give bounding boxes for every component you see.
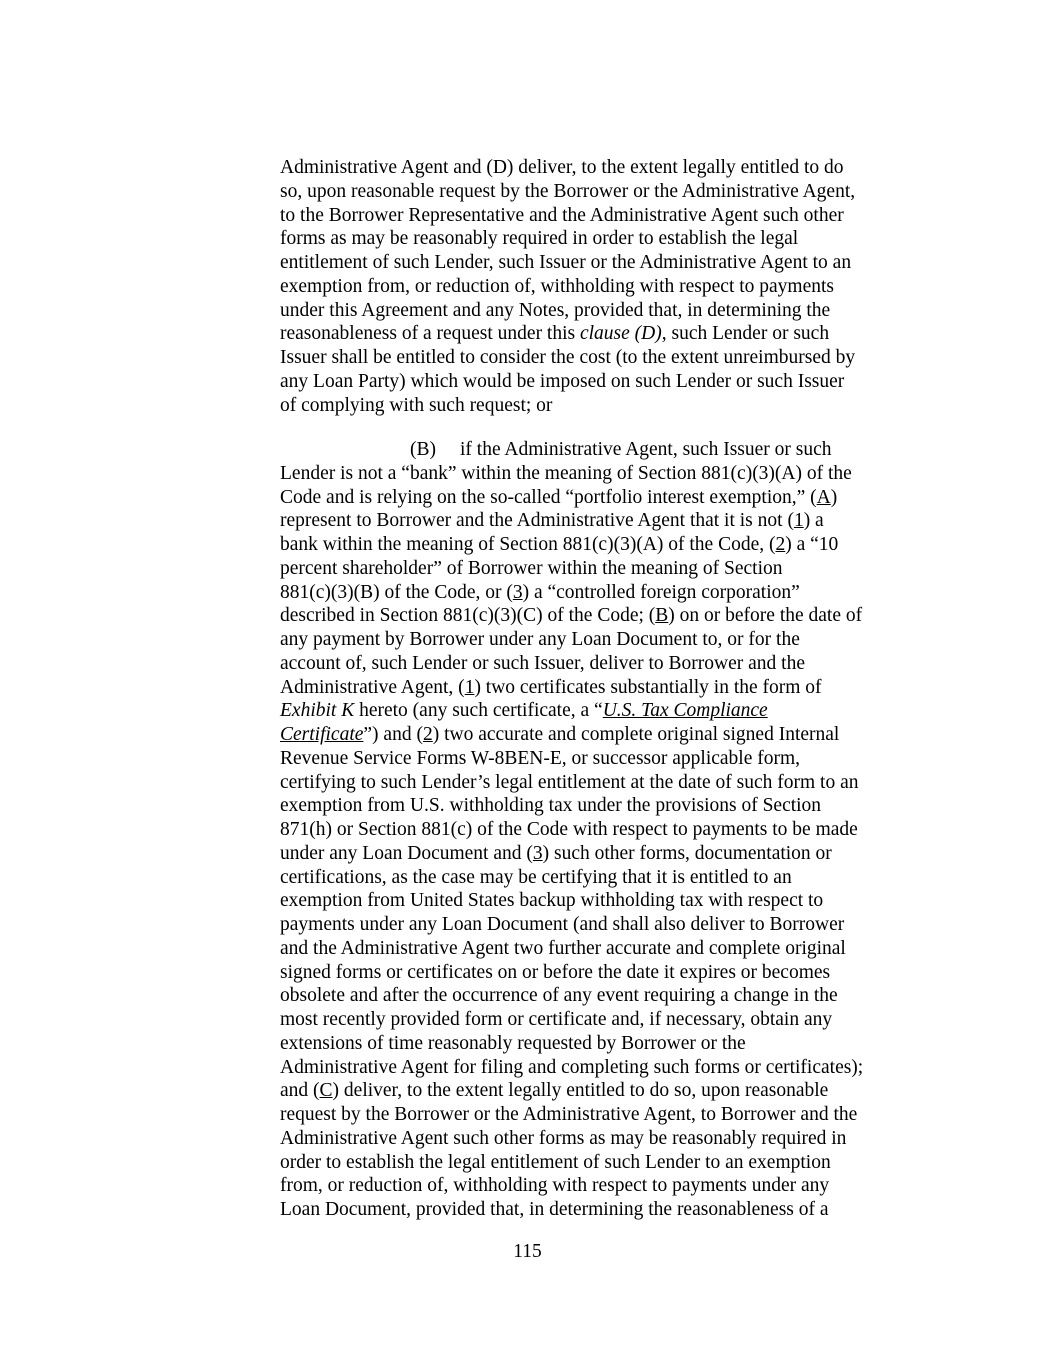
exhibit-k-reference: Exhibit K xyxy=(280,700,355,722)
defined-term-tax-compliance-certificate: U.S. Tax Compliance Certificate xyxy=(280,700,768,745)
text-segment: ”) and ( xyxy=(363,724,423,745)
item-marker-3: 3 xyxy=(532,842,543,864)
text-segment: if the Administrative Agent, such Issuer or such Lender is not a “bank” within the meaning of Section 881(c)(3)(A) of the Code and is relying on the so-called “portfolio interest exemption,” ( xyxy=(280,439,852,508)
text-segment: ) two accurate and complete original signed Internal Revenue Service Forms W-8BEN-E, or successor applicable form, certifying to such Lender’s legal entitlement at the date of such form to an exemption from U.S. withholding tax under the provisions of Section 871(h) or Section 881(c) of the Code with respect to payments to be made under any Loan Document and ( xyxy=(280,724,859,864)
paragraph-d-continuation xyxy=(280,156,905,417)
page-number: 115 xyxy=(513,1241,542,1262)
text-segment: ) a bank within the meaning of Section 881(c)(3)(A) of the Code, ( xyxy=(280,510,824,555)
text-segment: , such Lender or such Issuer shall be entitled to consider the cost (to the extent unreimbursed by any Loan Party) which would be imposed on such Lender or such Issuer of complying with such request; or xyxy=(280,323,856,416)
text-segment: ) a “controlled foreign corporation” described in Section 881(c)(3)(C) of the Code; ( xyxy=(280,581,800,627)
item-marker-2: 2 xyxy=(422,724,433,745)
text-segment: Administrative Agent and (D) deliver, to the extent legally entitled to do so, upon reasonable request by the Borrower or the Administrative Agent, to the Borrower Representative and the Administrative Agent such other forms as may be reasonably required in order to establish the legal entitlement of such Lender, such Issuer or the Administrative Agent to an exemption from, or reduction of, withholding with respect to payments under this Agreement and any Notes, provided that, in determining the reasonableness of a request under this xyxy=(280,157,856,345)
text-segment: hereto (any such certificate, a “ xyxy=(354,700,603,722)
item-marker-a: A xyxy=(816,486,831,508)
text-segment: ) two certificates substantially in the form of xyxy=(474,676,822,698)
paragraph-b xyxy=(280,438,905,1222)
clause-label-b: (B) xyxy=(410,439,436,460)
text-segment: ) deliver, to the extent legally entitled to do so, upon reasonable request by the Borrower or the Administrative Agent, to Borrower and the Administrative Agent such other forms as may be reasonably required in order to establish the legal entitlement of such Lender to an exemption from, or reduction of, withholding with respect to payments under any Loan Document, provided that, in determining the reasonableness of a xyxy=(280,1080,858,1220)
text-segment: ) represent to Borrower and the Administrative Agent that it is not ( xyxy=(280,486,838,532)
clause-d-reference: clause (D) xyxy=(579,323,662,345)
text-segment: ) a “10 percent shareholder” of Borrower within the meaning of Section 881(c)(3)(B) of the Code, or ( xyxy=(280,534,839,603)
item-marker-b: B xyxy=(655,605,669,627)
item-marker-1: 1 xyxy=(793,510,804,532)
item-marker-3: 3 xyxy=(512,581,523,603)
item-marker-c: C xyxy=(319,1080,333,1102)
item-marker-2: 2 xyxy=(775,534,786,555)
item-marker-1: 1 xyxy=(464,676,475,698)
text-segment: ) such other forms, documentation or certifications, as the case may be certifying that it is entitled to an exemption from United States backup withholding tax with respect to payments under any Loan Document (and shall also deliver to Borrower and the Administrative Agent two further accurate and complete original signed forms or certificates on or before the date it expires or becomes obsolete and after the occurrence of any event requiring a change in the most recently provided form or certificate and, if necessary, obtain any extensions of time reasonably requested by Borrower or the Administrative Agent for filing and completing such forms or certificates); and ( xyxy=(280,842,864,1102)
text-segment: ) on or before the date of any payment by Borrower under any Loan Document to, or for the account of, such Lender or such Issuer, deliver to Borrower and the Administrative Agent, ( xyxy=(280,605,863,698)
